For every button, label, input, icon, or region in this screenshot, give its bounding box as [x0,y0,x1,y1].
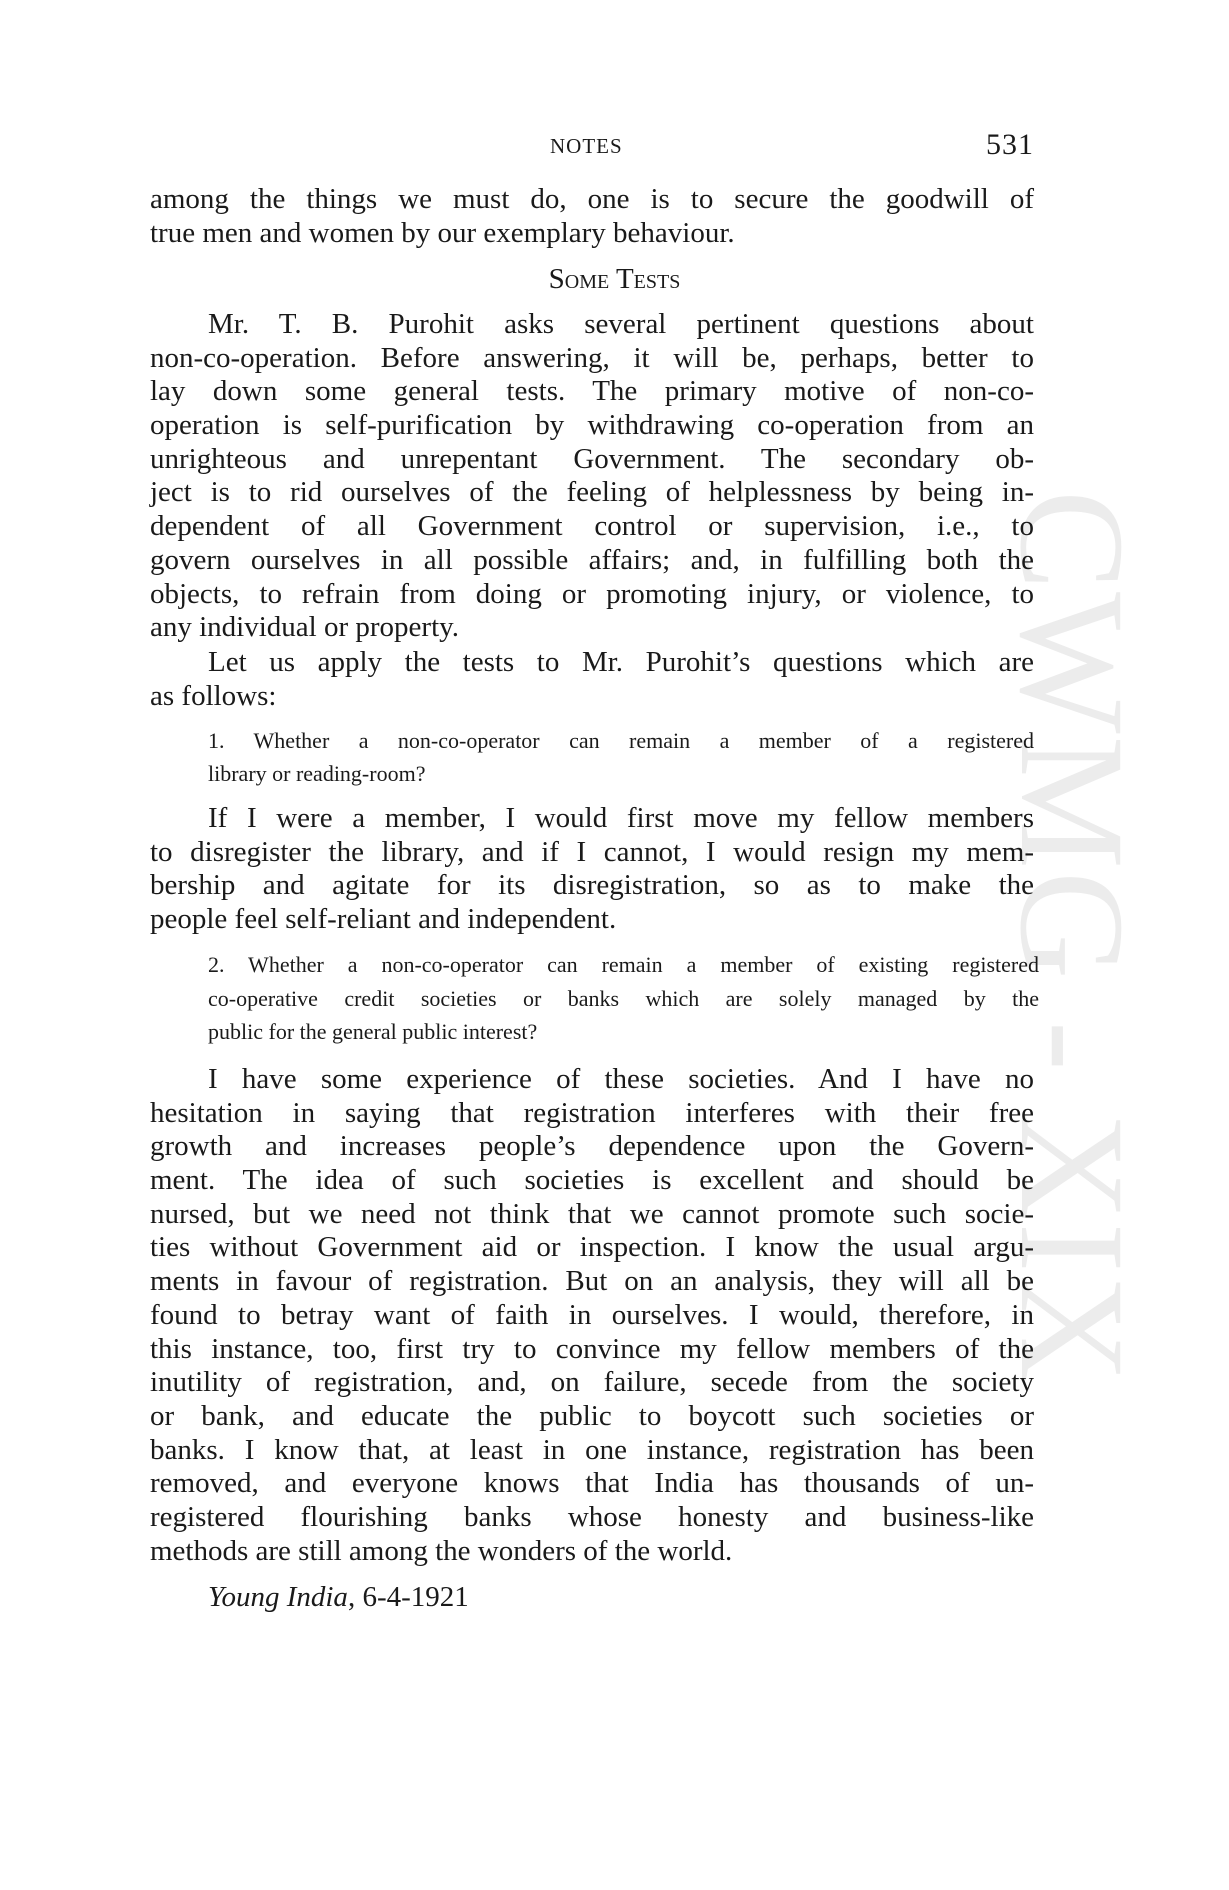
text-line: lay down some general tests. The primary motive of non-co- [150,375,1034,408]
text-line: banks. I know that, at least in one instance, registration has been [150,1433,1034,1466]
text-line: ment. The idea of such societies is excellent and should be [150,1164,1034,1197]
text-line: 2. Whether a non-co-operator can remain a member of existing registered [208,952,1039,977]
text-line: hesitation in saying that registration interferes with their free [150,1096,1034,1129]
text-line: non-co-operation. Before answering, it will be, perhaps, better to [150,341,1034,374]
text-line: as follows: [150,679,277,712]
text-line: library or reading-room? [208,760,426,786]
text-line: objects, to refrain from doing or promoting injury, or violence, to [150,577,1034,610]
section-heading: Some Tests [548,263,681,295]
text-line: true men and women by our exemplary behaviour. [150,216,735,249]
watermark: CWMG - XIX [989,490,1155,1385]
paragraph [150,1063,1034,1568]
text-line: or bank, and educate the public to boycott such societies or [150,1399,1034,1432]
text-line: to disregister the library, and if I cannot, I would resign my mem- [150,835,1034,868]
text-line: this instance, too, first try to convince my fellow members of the [150,1332,1034,1365]
paragraph [150,646,1034,713]
text-line: Let us apply the tests to Mr. Purohit’s questions which are [208,646,1034,678]
question-quote [150,948,1039,1049]
text-line: dependent of all Government control or supervision, i.e., to [150,510,1034,543]
text-line: inutility of registration, and, on failure, secede from the society [150,1366,1034,1399]
text-line: I have some experience of these societies. And I have no [208,1063,1034,1095]
source-citation [208,1581,469,1614]
text-line: Mr. T. B. Purohit asks several pertinent questions about [208,308,1034,340]
text-line: bership and agitate for its disregistration, so as to make the [150,869,1034,902]
text-line: removed, and everyone knows that India has thousands of un- [150,1467,1034,1500]
text-line: co-operative credit societies or banks which are solely managed by the [208,985,1039,1011]
text-line: found to betray want of faith in ourselves. I would, therefore, in [150,1298,1034,1331]
text-line: nursed, but we need not think that we cannot promote such socie- [150,1197,1034,1230]
text-line: people feel self-reliant and independent. [150,903,617,936]
continued-paragraph [150,183,1034,250]
text-line: public for the general public interest? [208,1019,538,1045]
running-head: NOTES [550,134,623,158]
publication-name: Young India [208,1581,348,1613]
text-line: 1. Whether a non-co-operator can remain a member of a registered [208,728,1034,753]
text-line: ties without Government aid or inspection. I know the usual argu- [150,1231,1034,1264]
text-line: If I were a member, I would first move my fellow members [208,802,1034,834]
text-line: registered flourishing banks whose honesty and business-like [150,1500,1034,1533]
text-line: among the things we must do, one is to secure the goodwill of [150,183,1034,215]
text-line: operation is self-purification by withdrawing co-operation from an [150,409,1034,442]
publication-date: , 6-4-1921 [347,1581,469,1613]
text-line: growth and increases people’s dependence upon the Govern- [150,1130,1034,1163]
paragraph [150,802,1034,937]
text-line: unrighteous and unrepentant Government. The secondary ob- [150,442,1034,475]
paragraph [150,308,1034,645]
text-line: ments in favour of registration. But on an analysis, they will all be [150,1265,1034,1298]
text-line: govern ourselves in all possible affairs; and, in fulfilling both the [150,543,1034,576]
text-line: any individual or property. [150,611,459,644]
page-number: 531 [986,128,1034,161]
question-quote [150,725,1034,790]
text-line: methods are still among the wonders of the world. [150,1534,733,1567]
text-line: ject is to rid ourselves of the feeling of helplessness by being in- [150,476,1034,509]
